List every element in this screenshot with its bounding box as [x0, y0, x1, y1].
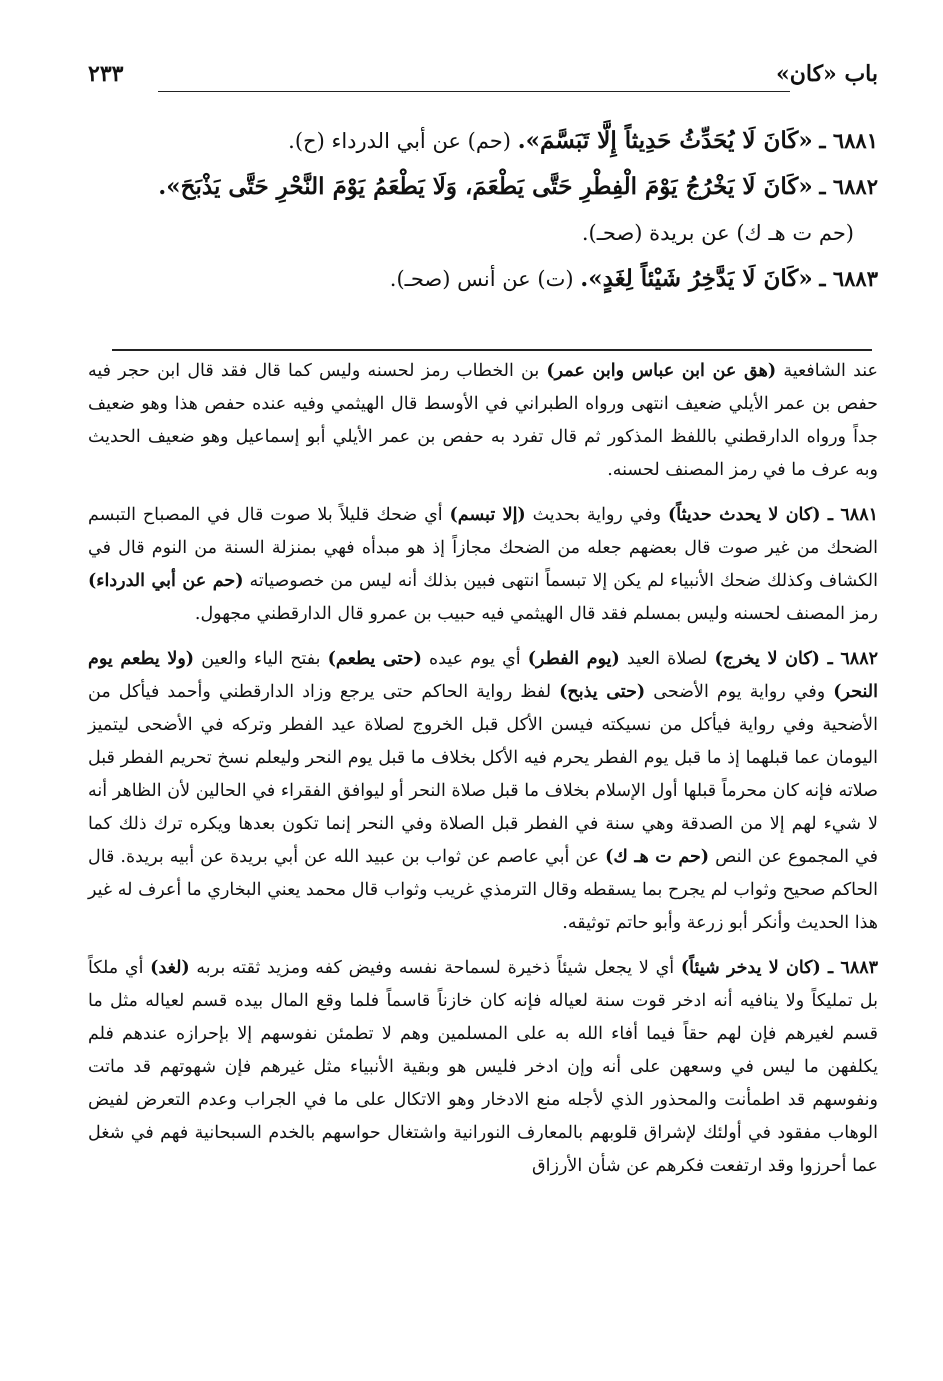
hadith-number: ٦٨٨٣ ـ — [819, 266, 878, 291]
quoted-phrase: (يوم الفطر) — [527, 649, 620, 669]
header-rule — [158, 91, 790, 92]
page-header — [88, 55, 878, 97]
quoted-phrase: (كان لا يدخر شيئاً) — [680, 958, 821, 978]
hadith-6882-source — [88, 210, 878, 256]
hadith-text: «كَانَ لَا يُحَدِّثُ حَدِيثاً إِلَّا تَبَسَّمَ». — [517, 127, 813, 154]
quoted-phrase: (ولا يطعم يوم النحر) — [88, 649, 878, 702]
quoted-phrase: (حتى يطعم) — [327, 649, 422, 669]
commentary-text: عن أبي عاصم عن ثواب بن عبيد الله عن أبي بريدة عن أبيه بريدة. قال الحاكم صحيح وثواب لم يجرح بما يسقطه وقال الترمذي غريب وثواب قال محمد يعني البخاري ما أعرف له غير هذا الحديث وأنكر أبو زرعة وأبو حاتم توثيقه. — [88, 847, 878, 933]
hadith-text: «كَانَ لَا يَدَّخِرُ شَيْئاً لِغَدٍ». — [580, 265, 813, 292]
entry-number: ٦٨٨٣ ـ — [820, 958, 879, 978]
chapter-title: باب «كان» — [775, 61, 878, 87]
commentary-text: أي ملكاً بل تمليكاً ولا ينافيه أنه ادخر قوت سنة لعياله فإنه كان خازناً قاسماً فلما وقع المال بيده قسم لعياله مثل ما قسم لغيرهم فإن لهم حقاً فيما أفاء الله به على المسلمين وهم لا تطمئن نفوسهم إلا بإحرازه عندهم فلم يكلفهن ما ليس في وسعهن على أنه وإن ادخر فليس هو وبقية الأنبياء مثل غيرهم فإن شهوتهم قد ماتت ونفوسهم قد اطمأنت والمحذور الذي لأجله منع الادخار وهو الاتكال على ما في الجراب وعدم التعرض لفيض الوهاب مفقود في أولئك لإشراق قلوبهم بالمعارف النورانية واشتغال حواسهم بالخدم السبحانية فهم في شغل عما أحرزوا وقد ارتفعت فكرهم عن شأن الأرزاق — [88, 958, 878, 1176]
commentary-text: أي لا يجعل شيئاً ذخيرة لسماحة نفسه وفيض كفه ومزيد ثقته بربه — [189, 958, 681, 978]
hadith-text: «كَانَ لَا يَخْرُجُ يَوْمَ الْفِطْرِ حَتَّى يَطْعَمَ، وَلَا يَطْعَمُ يَوْمَ النَّحْرِ حَتَّى يَذْبَحَ». — [158, 173, 813, 200]
commentary — [88, 355, 878, 1195]
commentary-text: وفي رواية يوم الأضحى — [645, 682, 834, 702]
entry-number: ٦٨٨٢ ـ — [819, 649, 878, 669]
hadith-6881 — [88, 118, 878, 164]
commentary-text: بن الخطاب رمز لحسنه وليس كما قال فقد قال ابن حجر فيه حفص بن عمر الأيلي ضعيف انتهى ورواه الطبراني في الأوسط قال الهيثمي وفيه عنده حفص هذا وهو ضعيف جداً ورواه الدارقطني باللفظ المذكور ثم قال تفرد به حفص بن عمر الأيلي أبو إسماعيل وهو ضعيف الحديث وبه عرف ما في رمز المصنف لحسنه. — [88, 361, 878, 480]
commentary-6881 — [88, 499, 878, 631]
source-ref: (هق عن ابن عباس وابن عمر) — [546, 361, 777, 381]
footnote-separator — [112, 349, 872, 351]
page-number: ٢٣٣ — [88, 61, 124, 87]
commentary-intro — [88, 355, 878, 487]
hadith-6883 — [88, 256, 878, 302]
commentary-text: لفظ رواية الحاكم حتى يرجع وزاد الدارقطني وأحمد فيأكل من الأضحية وفي رواية فيأكل من نسيكته فيسن الأكل قبل الخروج لصلاة عيد الفطر وتركه في الأضحى ليتميز اليومان عما قبلهما إذ ما قبل يوم الفطر يحرم فيه الأكل بخلاف ما قبل يوم النحر وليعلم نسخ تحريم الفطر قبل صلاته فإنه كان محرماً قبلها أول الإسلام بخلاف ما قبل صلاة النحر أو ليوافق الفقراء في الحالين لأن الظاهر أنه لا شيء لهم إلا من الصدقة وهي سنة في الفطر قبل الصلاة وفي النحر إنما تكون بعدها ويكره ترك ذلك كما في المجموع عن النص — [88, 682, 879, 867]
commentary-text: وفي رواية بحديث — [525, 505, 668, 525]
quoted-phrase: (لغد) — [150, 958, 190, 978]
hadith-source: (حم) عن أبي الدرداء (ح). — [288, 129, 511, 153]
source-ref: (حم عن أبي الدرداء) — [88, 571, 244, 591]
commentary-text: بفتح الياء والعين — [194, 649, 328, 669]
commentary-text: أي ضحك قليلاً بلا صوت قال في المصباح التبسم الضحك من غير صوت قال بعضهم جعله من الضحك مجازاً إذ هو مبدأه فهي بمنزلة السنة من النوم قال في الكشاف وكذلك ضحك الأنبياء لم يكن إلا تبسماً انتهى فبين بذلك أنه ليس من خصوصياته — [88, 505, 878, 591]
quoted-phrase: (كان لا يخرج) — [714, 649, 820, 669]
hadith-6882 — [88, 164, 878, 210]
commentary-6883 — [88, 952, 878, 1183]
quoted-phrase: (كان لا يحدث حديثاً) — [667, 505, 821, 525]
hadith-source: (حم ت هـ ك) عن بريدة (صحـ). — [581, 221, 854, 245]
source-ref: (حم ت هـ ك) — [605, 847, 710, 867]
quoted-phrase: (إلا تبسم) — [449, 505, 526, 525]
entry-number: ٦٨٨١ ـ — [820, 505, 879, 525]
commentary-text: أي يوم عيده — [421, 649, 528, 669]
commentary-6882 — [88, 643, 878, 940]
hadith-number: ٦٨٨٢ ـ — [819, 174, 878, 199]
hadith-texts — [88, 118, 878, 302]
hadith-number: ٦٨٨١ ـ — [819, 128, 878, 153]
commentary-text: عند الشافعية — [776, 361, 878, 381]
hadith-source: (ت) عن أنس (صحـ). — [389, 267, 574, 291]
quoted-phrase: (حتى يذبح) — [559, 682, 646, 702]
commentary-text: لصلاة العيد — [619, 649, 715, 669]
commentary-text: رمز المصنف لحسنه وليس بمسلم فقد قال الهيثمي فيه حبيب بن عمرو قال الدارقطني مجهول. — [194, 604, 878, 624]
